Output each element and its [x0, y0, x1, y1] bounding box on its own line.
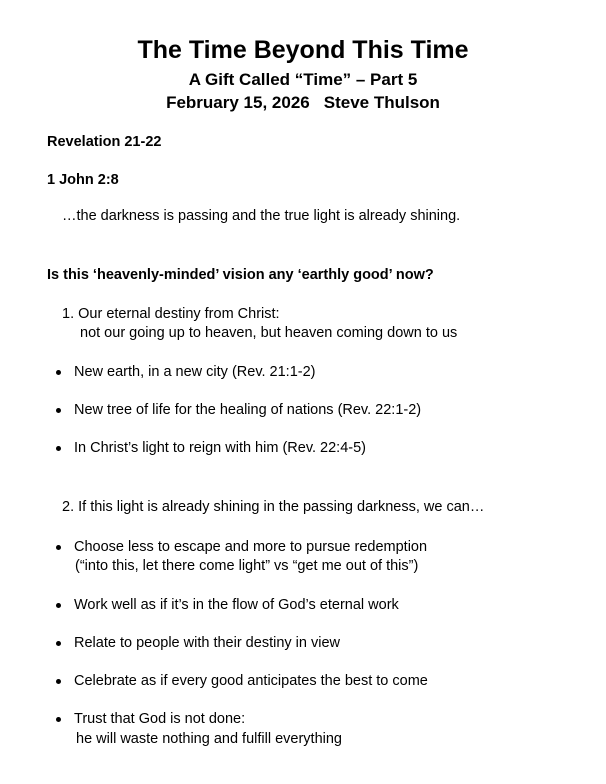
point-2-bullet-2: Work well as if it’s in the flow of God’s eternal work: [74, 597, 399, 613]
point-1-bullet-2: New tree of life for the healing of nations (Rev. 22:1-2): [74, 402, 422, 418]
speaker-name: Steve Thulson: [323, 93, 440, 112]
header: [0, 34, 606, 114]
point-2-bullet-4: Celebrate as if every good anticipates the best to come: [74, 673, 428, 689]
verse-reference: 1 John 2:8: [47, 172, 119, 188]
bullet-icon: [56, 370, 61, 375]
verse-text: …the darkness is passing and the true light is already shining.: [62, 208, 461, 224]
date-speaker-line: [0, 91, 606, 114]
bullet-icon: [56, 446, 61, 451]
point-2-heading: 2. If this light is already shining in the passing darkness, we can…: [62, 499, 485, 515]
bullet-icon: [56, 679, 61, 684]
central-question: Is this ‘heavenly-minded’ vision any ‘earthly good’ now?: [47, 267, 434, 283]
bullet-icon: [56, 603, 61, 608]
point-2-bullet-1: Choose less to escape and more to pursue redemption: [74, 539, 428, 555]
point-1-bullet-1: New earth, in a new city (Rev. 21:1-2): [74, 364, 316, 380]
series-subtitle: A Gift Called “Time” – Part 5: [188, 70, 418, 89]
point-1-bullet-3: In Christ’s light to reign with him (Rev. 22:4-5): [74, 440, 366, 456]
sermon-date: February 15, 2026: [166, 93, 310, 112]
page-title: The Time Beyond This Time: [137, 36, 469, 64]
bullet-icon: [56, 408, 61, 413]
point-2-bullet-5-continuation: he will waste nothing and fulfill everything: [76, 731, 342, 747]
point-1-subline: not our going up to heaven, but heaven coming down to us: [80, 325, 458, 341]
reading-reference: Revelation 21-22: [47, 134, 162, 150]
point-2-bullet-5: Trust that God is not done:: [74, 711, 246, 727]
bullet-icon: [56, 641, 61, 646]
bullet-icon: [56, 717, 61, 722]
point-2-bullet-1-continuation: (“into this, let there come light” vs “get me out of this”): [75, 558, 419, 574]
point-1-heading: 1. Our eternal destiny from Christ:: [62, 306, 280, 322]
bullet-icon: [56, 545, 61, 550]
point-2-bullet-3: Relate to people with their destiny in view: [74, 635, 340, 651]
